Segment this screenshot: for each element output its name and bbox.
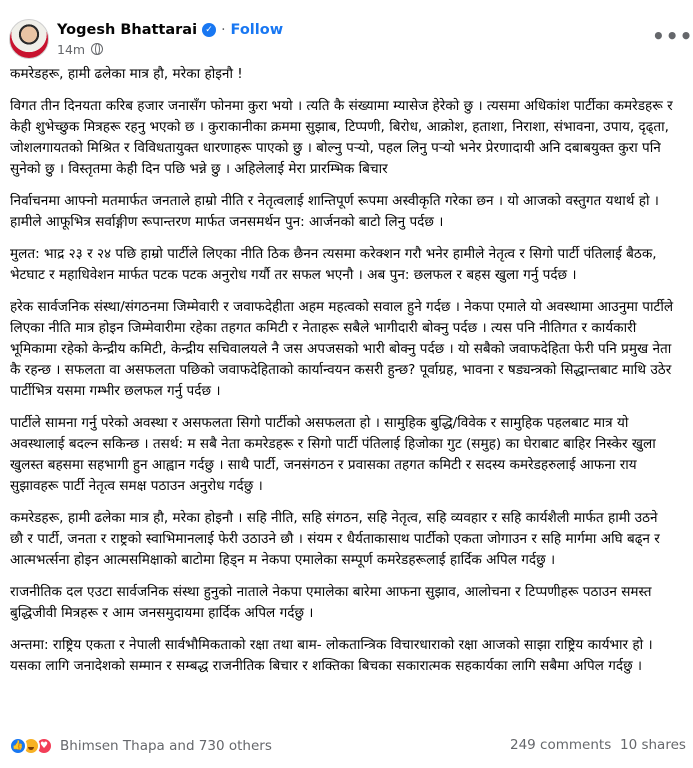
post-header	[0, 0, 693, 62]
post-paragraph: कमरेडहरू, हामी ढलेका मात्र हौ, मरेका होइनौ । सहि नीति, सहि संगठन, सहि नेतृत्व, सहि व्यवहार र सहि कार्यशैली मार्फत हामी उठने छौ र पार्टी, जनता र राष्ट्रको स्वाभिमानलाई फेरी उठाउने छौ । संयम र धैर्यताकासाथ पार्टीको एकता जोगाउन र सहि मार्गमा अघि बढ्न र आत्मभर्त्सना होइन आत्मसमिक्षाको बाटोमा हिड्न म नेकपा एमालेका सम्पूर्ण कमरेडहरूलाई हार्दिक अपिल गर्दछु ।	[10, 510, 660, 568]
comments-count[interactable]: 249 comments	[510, 737, 612, 753]
more-options-button[interactable]: •••	[652, 24, 693, 48]
author-line	[57, 20, 283, 40]
reactions-summary[interactable]	[9, 735, 272, 757]
post-paragraph: हरेक सार्वजनिक संस्था/संगठनमा जिम्मेवारी र जवाफदेहीता अहम महत्वको सवाल हुने गर्दछ । नेकपा एमाले यो अवस्थामा आउनुमा पार्टीले लिएका नीति मात्र होइन जिम्मेवारीमा रहेका तहगत कमिटी र नेताहरू सबैले भागीदारी बोक्नु पर्दछ । त्यस पनि नीतिगत र कार्यकारी भूमिकामा रहेको केन्द्रीय कमिटी, केन्द्रीय सचिवालयले नै जस अपजसको भारी बोक्नु पर्दछ । यो सबैको जवाफदेहिता फेरी पनि प्रमुख नेता कै रहन्छ । सफलता वा असफलता पछिको जवाफदेहिताको कार्यान्वयन कसरी हुन्छ? पूर्वाग्रह, भावना र षड्यन्त्रको सिद्धान्तबाट माथि उठेर पार्टीभित्र यसमा गम्भीर छलफल गर्नु पर्दछ ।	[10, 299, 674, 399]
like-icon: 👍	[9, 737, 27, 755]
verified-badge-icon: ✓	[202, 23, 216, 37]
shares-count[interactable]: 10 shares	[620, 737, 686, 753]
follow-button[interactable]: Follow	[230, 22, 284, 38]
post-meta	[57, 41, 103, 57]
post-paragraph: मुलत: भाद्र २३ र २४ पछि हाम्रो पार्टीले लिएका नीति ठिक छैनन त्यसमा करेक्शन गरौ भनेर हामीले नेतृत्व र सिगो पार्टी पंतिलाई बैठक, भेटघाट र महाधिवेशन मार्फत पटक पटक अनुरोध गर्यौ तर सफल भएनौ । अब पुन: छलफल र बहस खुला गर्नु पर्दछ ।	[10, 246, 657, 283]
post-paragraph: विगत तीन दिनयता करिब हजार जनासँग फोनमा कुरा भयो । त्यति कै संख्यामा म्यासेज हेरेको छु । त्यसमा अधिकांश पार्टीका कमरेडहरू र केही शुभेच्छुक मित्रहरू रहनु भएको छ । कुराकानीका क्रममा सुझाब, टिप्पणी, बिरोध, आक्रोश, हताशा, निराशा, संभावना, उपाय, दृढ्ता, जोशलगायतको मिश्रित र विविधतायुक्त धारणाहरू पाएको छु । बोल्नु पर्‍यो, पहल लिनु पर्‍यो भनेर प्रेरणादायी अनि दबाबयुक्त कुरा पनि सुनेको छु । विस्तृतमा केही दिन पछि भन्ने छु । अहिलेलाई मेरा प्रारम्भिक बिचार	[10, 98, 673, 177]
post-paragraph: निर्वाचनमा आफ्नो मतमार्फत जनताले हाम्रो नीति र नेतृत्वलाई शान्तिपूर्ण रूपमा अस्वीकृति गरेका छन । यो आजको वस्तुगत यथार्थ हो । हामीले आफूभित्र सर्वाङ्गीण रूपान्तरण मार्फत जनसमर्थन पुन: आर्जनको बाटो लिनु पर्दछ ।	[10, 193, 659, 230]
post-paragraph: पार्टीले सामना गर्नु परेको अवस्था र असफलता सिगो पार्टीको असफलता हो । सामुहिक बुद्धि/विवेक र सामुहिक पहलबाट मात्र यो अवस्थालाई बदल्न सकिन्छ । तसर्थ: म सबै नेता कमरेडहरू र सिगो पार्टी पंतिलाई हिजोका गुट (समुह) का घेराबाट बाहिर निस्केर खुला खुलस्त बहसमा सहभागी हुन आह्वान गर्दछु । साथै पार्टी, जनसंगठन र प्रवासका तहगत कमिटी र सदस्य कमरेडहरुलाई आफना राय सुझावहरू पार्टी नेतृत्व समक्ष पठाउन अनुरोध गर्दछु ।	[10, 415, 656, 494]
post-paragraph: कमरेडहरू, हामी ढलेका मात्र हौ, मरेका होइनौ !	[10, 66, 243, 82]
author-avatar[interactable]	[9, 19, 49, 59]
author-name[interactable]: Yogesh Bhattarai	[57, 22, 198, 38]
post-paragraph: अन्तमा: राष्ट्रिय एकता र नेपाली सार्वभौमिकताको रक्षा तथा बाम- लोकतान्त्रिक विचारधाराको रक्षा आजको साझा राष्ट्रिय कार्यभार हो । यसका लागि जनादेशको सम्मान र सम्बद्ध राजनीतिक बिचार र शक्तिका बिचका सकारात्मक सहकार्यका लागि सबैमा अपिल गर्दछु ।	[10, 637, 653, 674]
dot-separator: ·	[221, 22, 226, 38]
globe-icon	[91, 43, 103, 55]
post-body	[10, 64, 674, 688]
reactions-count[interactable]: Bhimsen Thapa and 730 others	[60, 738, 272, 754]
post-timestamp[interactable]: 14m	[57, 41, 86, 57]
post-paragraph: राजनीतिक दल एउटा सार्वजनिक संस्था हुनुको नाताले नेकपा एमालेका बारेमा आफना सुझाव, आलोचना र टिप्पणीहरू पठाउन समस्त बुद्धिजीवी मित्रहरू र आम जनसमुदायमा हार्दिक अपिल गर्दछु ।	[10, 584, 652, 621]
